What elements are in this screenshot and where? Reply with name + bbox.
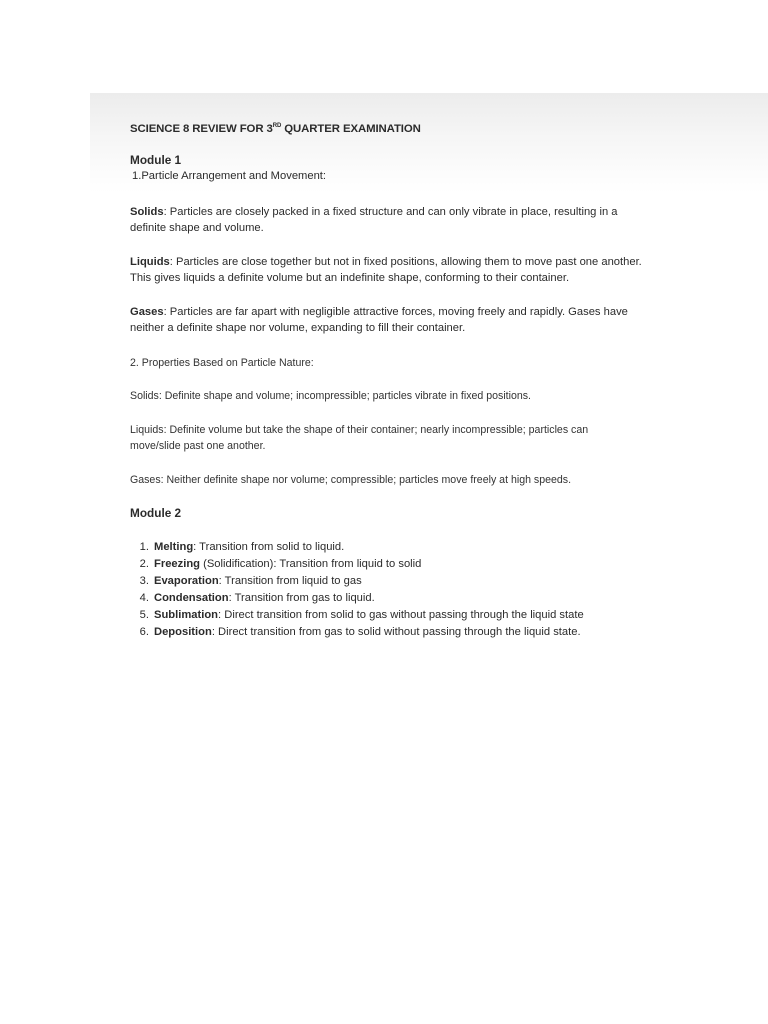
properties-liquids-line2: move/slide past one another. — [130, 440, 266, 452]
list-item — [130, 590, 375, 606]
list-item-number: 1. — [139, 541, 149, 553]
list-item — [130, 573, 362, 589]
solids-line2: definite shape and volume. — [130, 222, 264, 234]
gases-line1 — [130, 304, 628, 320]
list-item-number: 4. — [139, 592, 149, 604]
list-item-term: Deposition — [154, 626, 212, 638]
liquids-term: Liquids — [130, 256, 170, 268]
list-item-text: : Direct transition from solid to gas without passing through the liquid state — [218, 609, 584, 621]
list-item-term: Condensation — [154, 592, 229, 604]
liquids-line1 — [130, 254, 642, 270]
list-item-term: Melting — [154, 541, 194, 553]
gases-term: Gases — [130, 306, 164, 318]
title-prefix: SCIENCE 8 REVIEW FOR 3 — [130, 123, 273, 135]
module1-heading: Module 1 — [130, 153, 182, 167]
title-suffix: QUARTER EXAMINATION — [281, 123, 421, 135]
document-title — [130, 121, 421, 137]
list-item-text: : Transition from solid to liquid. — [193, 541, 345, 553]
list-item-number: 3. — [139, 575, 149, 587]
title-superscript: RD — [272, 123, 282, 129]
list-item — [130, 607, 584, 623]
list-item-text: : Direct transition from gas to solid without passing through the liquid state. — [211, 626, 581, 638]
gases-line2: neither a definite shape nor volume, expanding to fill their container. — [130, 322, 466, 334]
list-item — [130, 556, 421, 572]
liquids-line2: This gives liquids a definite volume but an indefinite shape, conforming to their container. — [130, 272, 570, 284]
list-item-number: 5. — [139, 609, 149, 621]
list-item-number: 6. — [139, 626, 149, 638]
list-item-term: Freezing — [154, 558, 201, 570]
properties-gases: Gases: Neither definite shape nor volume; compressible; particles move freely at high speeds. — [130, 474, 572, 486]
module2-heading: Module 2 — [130, 506, 182, 520]
module1-subheading: 1.Particle Arrangement and Movement: — [132, 170, 327, 182]
properties-heading: 2. Properties Based on Particle Nature: — [130, 357, 314, 369]
list-item-text: (Solidification): Transition from liquid to solid — [200, 558, 422, 570]
list-item-term: Sublimation — [154, 609, 219, 621]
solids-text1: : Particles are closely packed in a fixed structure and can only vibrate in place, resulting in a — [163, 206, 618, 218]
gases-text1: : Particles are far apart with negligible attractive forces, moving freely and rapidly. Gases have — [163, 306, 628, 318]
solids-term: Solids — [130, 206, 164, 218]
list-item-term: Evaporation — [154, 575, 219, 587]
liquids-text1: : Particles are close together but not in fixed positions, allowing them to move past one another. — [169, 256, 642, 268]
solids-line1 — [130, 204, 618, 220]
list-item-number: 2. — [139, 558, 149, 570]
list-item-text: : Transition from gas to liquid. — [228, 592, 375, 604]
list-item — [130, 539, 344, 555]
list-item-text: : Transition from liquid to gas — [218, 575, 362, 587]
properties-solids: Solids: Definite shape and volume; incompressible; particles vibrate in fixed positions. — [130, 390, 532, 402]
properties-liquids-line1: Liquids: Definite volume but take the shape of their container; nearly incompressible; particles can — [130, 424, 589, 436]
list-item — [130, 624, 581, 640]
